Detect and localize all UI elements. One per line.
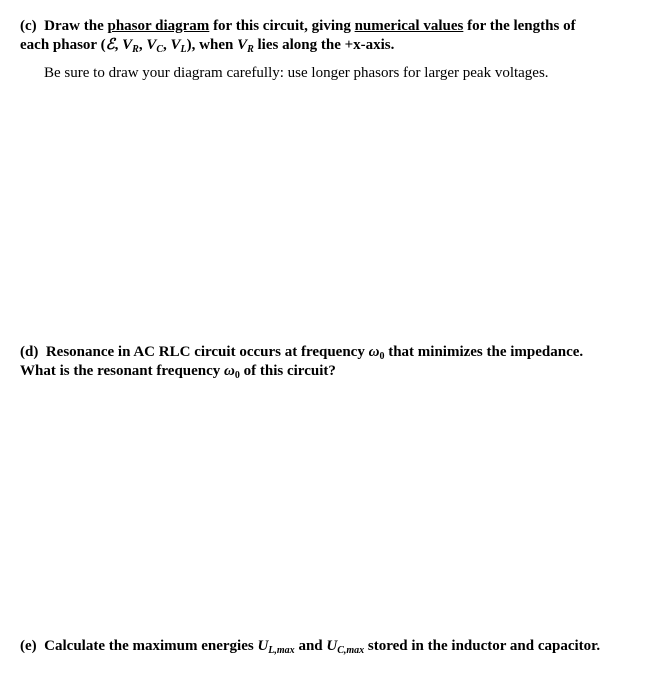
numerical-values-term: numerical values bbox=[354, 18, 464, 34]
question-c-line-1 bbox=[20, 17, 640, 36]
question-d-text: What is the resonant frequency bbox=[20, 363, 221, 379]
question-d-text: of this circuit? bbox=[243, 363, 336, 379]
question-d-line-2 bbox=[20, 362, 640, 381]
question-d-text: that minimizes the impedance. bbox=[388, 344, 584, 360]
question-d-line-1 bbox=[20, 343, 640, 362]
emf-symbol: ℰ bbox=[105, 37, 115, 53]
question-c-text: Draw the bbox=[44, 18, 104, 34]
question-e-text: and bbox=[298, 638, 323, 654]
question-c-text: lies along the +x-axis. bbox=[257, 37, 395, 53]
omega-zero-symbol: $\omega_0$ bbox=[224, 363, 240, 381]
vl-symbol: $V_L$ bbox=[170, 37, 187, 55]
omega-zero-symbol: $\omega_0$ bbox=[368, 344, 385, 362]
question-e-text: stored in the inductor and capacitor. bbox=[367, 638, 601, 654]
vc-symbol: $V_C$ bbox=[146, 37, 164, 55]
question-e-label: (e) bbox=[20, 638, 37, 654]
question-c-label: (c) bbox=[20, 18, 37, 34]
question-e-text: Calculate the maximum energies bbox=[44, 638, 254, 654]
phasor-diagram-term: phasor diagram bbox=[107, 18, 210, 34]
ul-max-symbol: $U_{L,max}$ bbox=[257, 638, 295, 656]
answer-space-c[interactable] bbox=[20, 90, 630, 335]
question-c-text: each phasor ( bbox=[20, 37, 106, 53]
question-c-note: Be sure to draw your diagram carefully: use longer phasors for larger peak voltages. bbox=[44, 65, 549, 81]
question-e bbox=[20, 637, 640, 656]
question-c-text: for this circuit, giving bbox=[213, 18, 351, 34]
question-c bbox=[20, 17, 640, 55]
question-c-text: for the lengths of bbox=[467, 18, 576, 34]
question-c-text: ), when bbox=[186, 37, 234, 53]
answer-space-d[interactable] bbox=[20, 385, 630, 630]
uc-max-symbol: $U_{C,max}$ bbox=[326, 638, 365, 656]
vr-symbol-axis: $V_R$ bbox=[237, 37, 254, 55]
question-d bbox=[20, 343, 640, 381]
question-c-line-2: each phasor (ℰ, $V_R$, $V_C$, $V_L$), when $V_R$ lies along the +x-axis. bbox=[20, 37, 395, 55]
question-e-line-1 bbox=[20, 637, 640, 656]
vr-symbol: $V_R$ bbox=[122, 37, 139, 55]
question-d-text: Resonance in AC RLC circuit occurs at frequency bbox=[45, 344, 365, 360]
question-d-label: (d) bbox=[20, 344, 39, 360]
